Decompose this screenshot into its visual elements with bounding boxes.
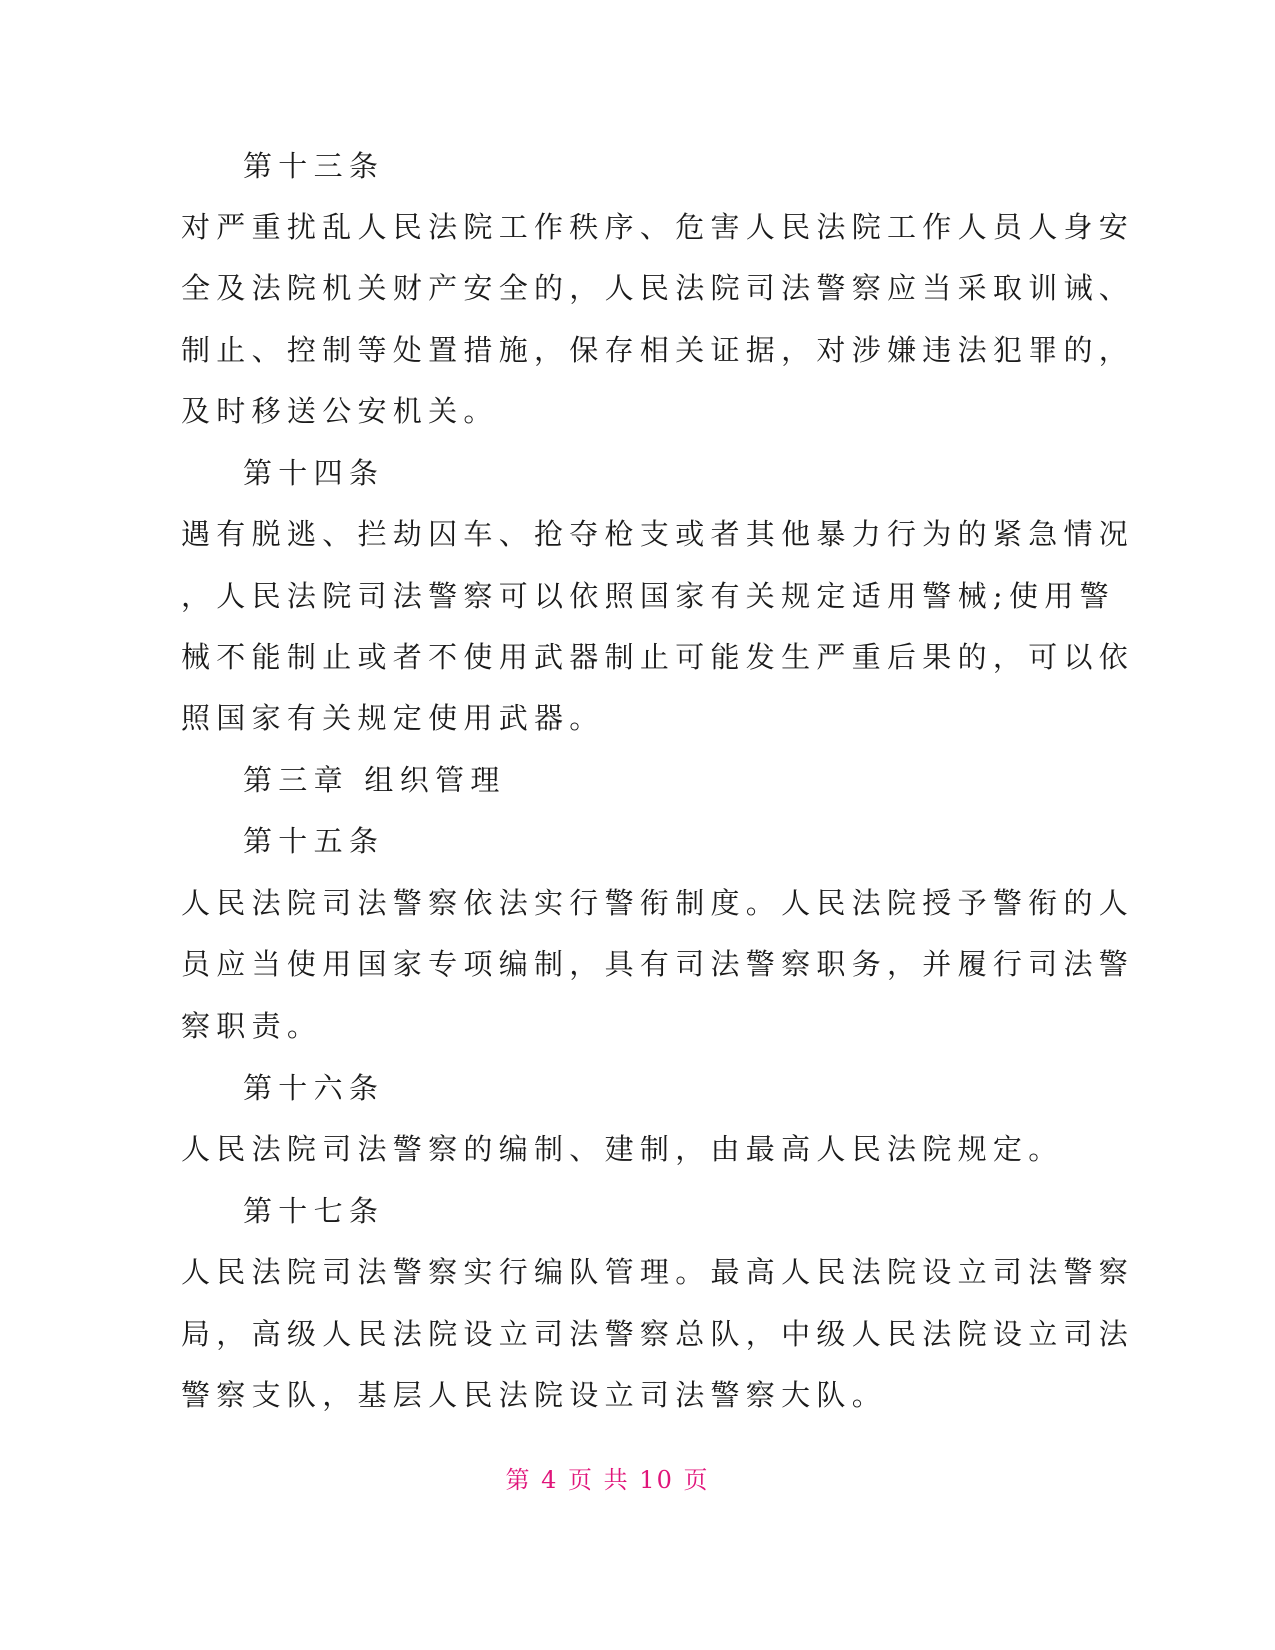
body-line: 制止、控制等处置措施，保存相关证据，对涉嫌违法犯罪的， (181, 333, 1135, 367)
body-line: 械不能制止或者不使用武器制止可能发生严重后果的，可以依 (181, 640, 1135, 674)
body-line: 察职责。 (181, 1009, 323, 1043)
body-line: 全及法院机关财产安全的，人民法院司法警察应当采取训诫、 (181, 271, 1135, 305)
body-line: 照国家有关规定使用武器。 (181, 701, 605, 735)
body-line: 人民法院司法警察的编制、建制，由最高人民法院规定。 (181, 1132, 1064, 1166)
body-line: 遇有脱逃、拦劫囚车、抢夺枪支或者其他暴力行为的紧急情况 (181, 517, 1135, 551)
body-line: 局，高级人民法院设立司法警察总队，中级人民法院设立司法 (181, 1317, 1135, 1351)
body-line: 人民法院司法警察实行编队管理。最高人民法院设立司法警察 (181, 1255, 1135, 1289)
body-line: 人民法院司法警察依法实行警衔制度。人民法院授予警衔的人 (181, 886, 1135, 920)
body-line: 警察支队，基层人民法院设立司法警察大队。 (181, 1378, 888, 1412)
article-heading: 第十七条 (243, 1194, 385, 1228)
article-heading: 第十五条 (243, 824, 385, 858)
chapter-heading: 第三章 组织管理 (243, 763, 506, 797)
body-line: 及时移送公安机关。 (181, 394, 499, 428)
body-line: 对严重扰乱人民法院工作秩序、危害人民法院工作人员人身安 (181, 210, 1135, 244)
article-heading: 第十六条 (243, 1071, 385, 1105)
body-line: ，人民法院司法警察可以依照国家有关规定适用警械;使用警 (181, 579, 1115, 613)
article-heading: 第十四条 (243, 456, 385, 490)
body-line: 员应当使用国家专项编制，具有司法警察职务，并履行司法警 (181, 947, 1135, 981)
page-number-footer: 第 4 页 共 10 页 (505, 1466, 710, 1494)
article-heading: 第十三条 (243, 149, 385, 183)
